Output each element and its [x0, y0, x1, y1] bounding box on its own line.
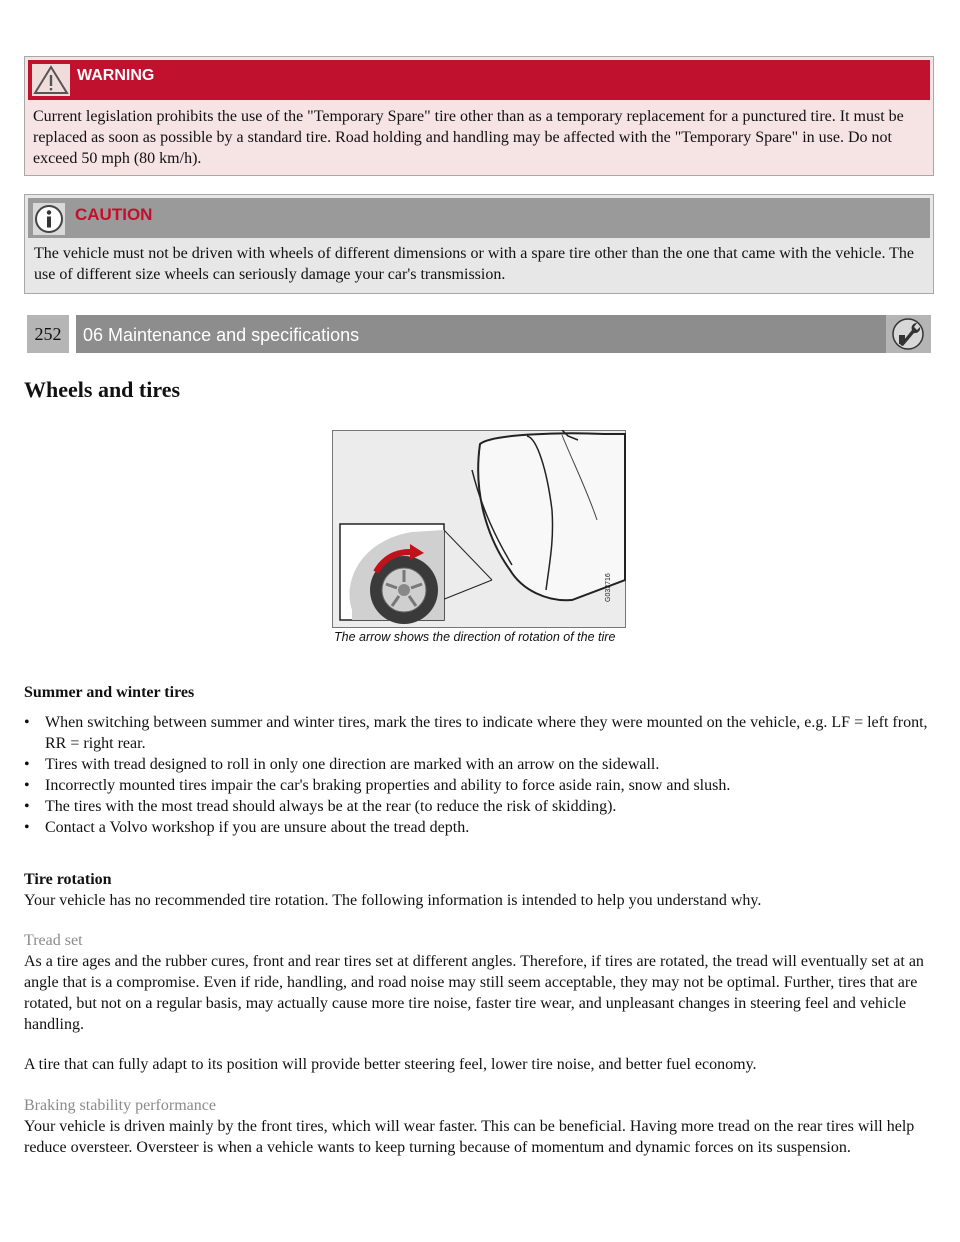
warning-header: [28, 60, 930, 100]
tire-rotation-figure: [332, 430, 626, 664]
figure-caption: The arrow shows the direction of rotation of the tire: [334, 630, 616, 644]
wrench-icon: [886, 315, 931, 353]
warning-triangle-icon: [32, 64, 70, 96]
warning-title: WARNING: [77, 67, 155, 84]
tread-set-section: [24, 930, 939, 1075]
tread-set-text-2: A tire that can fully adapt to its position will provide better steering feel, lower tire noise, and better fuel economy.: [24, 1056, 757, 1073]
summer-winter-title: Summer and winter tires: [24, 684, 195, 701]
tread-set-text: As a tire ages and the rubber cures, front and rear tires set at different angles. Therefore, if tires are rotated, the tread will eventually set at an angle that is a compromise. Even if ride, handling, and road noise may still seem acceptable, they may not be optimal. Further, tires that are rotated, but not on a regular basis, may actually cause more tire noise, faster tire wear, and unpleasant changes in steering feel and vehicle handling.: [24, 953, 924, 1033]
tire-rotation-text: Your vehicle has no recommended tire rotation. The following information is intended to help you understand why.: [24, 892, 762, 909]
section-title: 06 Maintenance and specifications: [76, 315, 908, 353]
list-item: • Contact a Volvo workshop if you are unsure about the tread depth.: [24, 817, 939, 838]
list-item: • Incorrectly mounted tires impair the car's braking properties and ability to force aside rain, snow and slush.: [24, 775, 939, 796]
braking-title: Braking stability performance: [24, 1097, 216, 1114]
list-item: • The tires with the most tread should always be at the rear (to reduce the risk of skidding).: [24, 796, 939, 817]
tire-rotation-section: [24, 869, 939, 911]
braking-text: Your vehicle is driven mainly by the front tires, which will wear faster. This can be beneficial. Having more tread on the rear tires will help reduce oversteer. Oversteer is when a vehicle wants to keep turning because of momentum and dynamic forces on its suspension.: [24, 1118, 915, 1156]
summer-winter-list: [24, 712, 939, 838]
summer-winter-section: [24, 682, 939, 838]
page-header-bar: [24, 312, 934, 356]
figure-code: G032716: [605, 573, 612, 602]
page-number: 252: [27, 315, 69, 353]
tire-rotation-title: Tire rotation: [24, 871, 112, 888]
info-icon: [33, 203, 65, 235]
page-title: Wheels and tires: [24, 377, 181, 402]
list-item: • When switching between summer and winter tires, mark the tires to indicate where they were mounted on the vehicle, e.g. LF = left front, RR = right rear.: [24, 712, 939, 754]
braking-section: [24, 1095, 939, 1158]
car-tire-illustration: [332, 430, 626, 628]
tread-set-title: Tread set: [24, 932, 83, 949]
caution-box: [24, 194, 934, 294]
caution-text: The vehicle must not be driven with wheels of different dimensions or with a spare tire other than the one that came with the vehicle. The use of different size wheels can seriously damage your car's transmission.: [34, 245, 915, 283]
caution-title: CAUTION: [75, 205, 153, 224]
warning-box: [24, 56, 934, 176]
warning-text: Current legislation prohibits the use of the "Temporary Spare" tire other than as a temporary replacement for a punctured tire. It must be replaced as soon as possible by a standard tire. Road holding and handling may be affected with the "Temporary Spare" in use. Do not exceed 50 mph (80 km/h).: [33, 108, 904, 167]
caution-header: [28, 198, 930, 238]
list-item: • Tires with tread designed to roll in only one direction are marked with an arrow on the sidewall.: [24, 754, 939, 775]
